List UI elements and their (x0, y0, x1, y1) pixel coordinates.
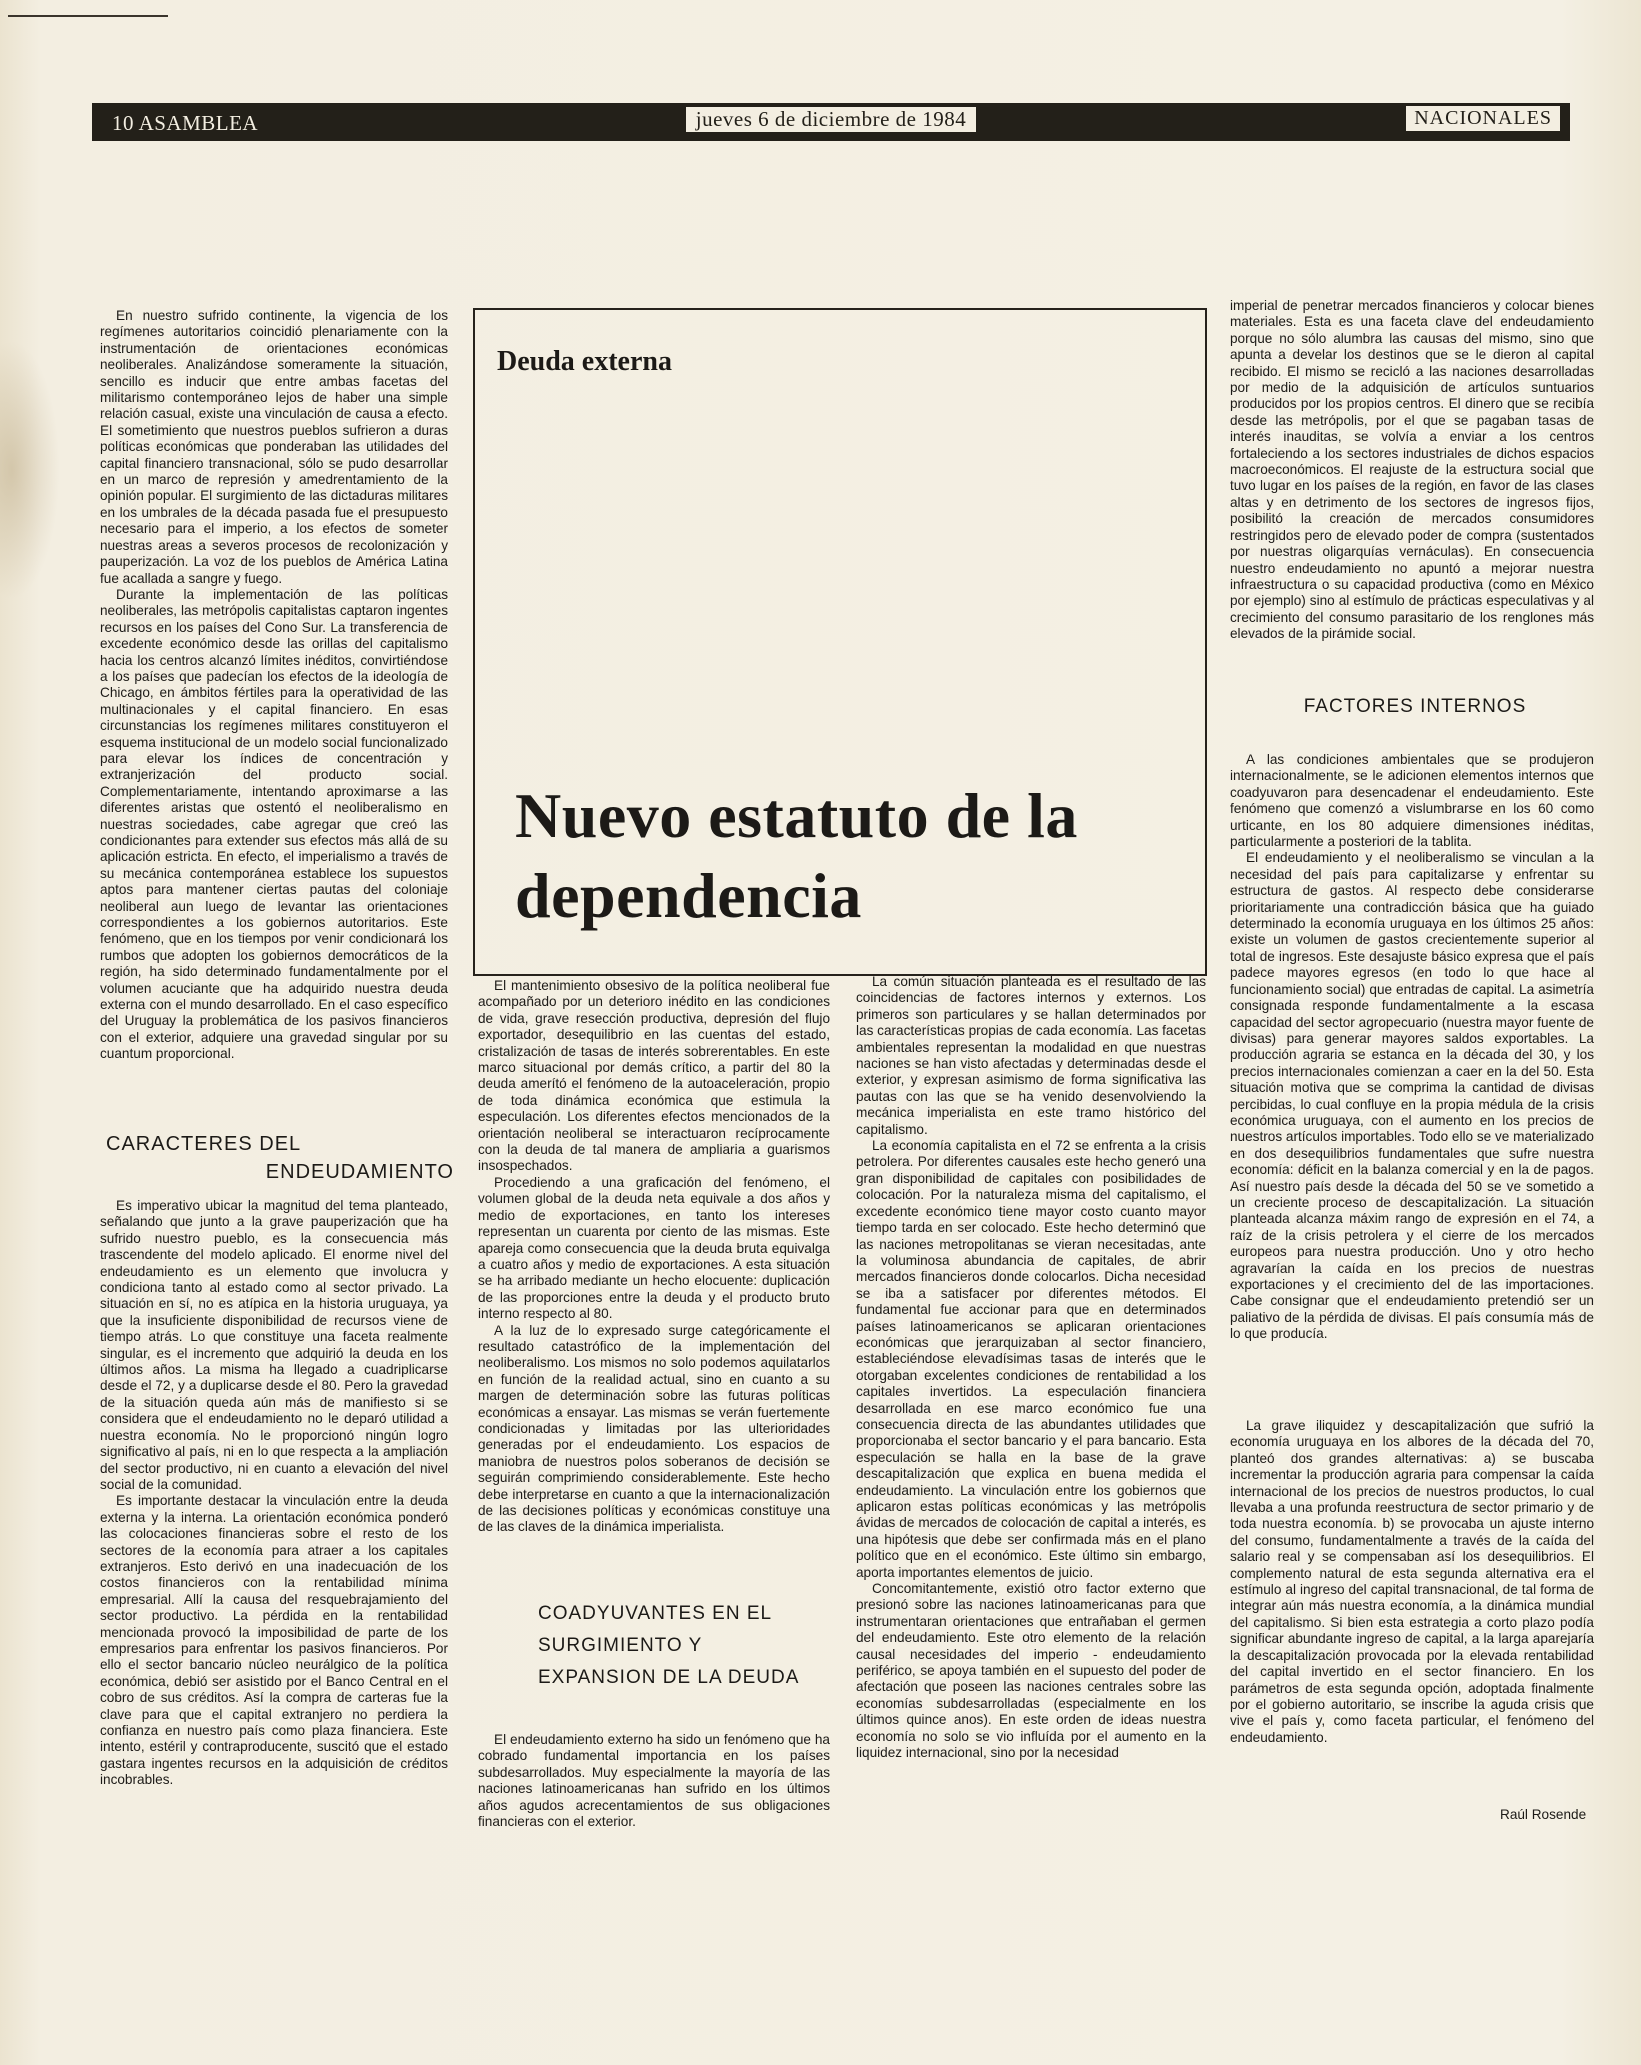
column-1-lower (100, 1198, 448, 1789)
headline: Nuevo estatuto de la dependencia (515, 780, 1078, 931)
paper-stain (0, 340, 60, 600)
kicker: Deuda externa (497, 346, 672, 377)
section-heading-caracteres: CARACTERES DEL ENDEUDAMIENTO (106, 1133, 454, 1183)
paragraph: El endeudamiento y el neoliberalismo se vinculan a la necesidad del país para capitalizarse y enfrentar su estructura de gastos. Al respecto debe considerarse prioritariamente una contradicción básica que ha guiado determinado la economía uruguaya en los últimos 25 años: existe un volumen de gastos crecientemente superior al total de ingresos. Este desajuste básico expresa que el país padece mayores egresos (en todo lo que hace al funcionamiento social) que entradas de capital. La asimetría consignada responde fundamentalmente a la escasa capacidad del sector agropecuario (nuestra mayor fuente de divisas) para generar mayores saldos exportables. La producción agraria se estanca en la década del 30, y los precios internacionales comienzan a caer en la del 50. Esta situación motiva que se comprima la cantidad de divisas percibidas, lo cual confluye en la propia médula de la crisis económica uruguaya, con el aumento en los precios de nuestros artículos importables. Todo ello se ve materializado en dos desequilibrios fundamentales que sufre nuestra economía: déficit en la balanza comercial y en la de pagos. Así nuestro país desde la década del 50 se ve sometido a un creciente proceso de descapitalización. La situación planteada alcanza máxim rango de expresión en el 74, a raíz de la crisis petrolera y el cierre de los mercados europeos para nuestra producción. Uno y otro hecho agravarían la caída en los precios de nuestras exportaciones y el crecimiento del de las importaciones. Cabe consignar que el endeudamiento pretendió ser un paliativo de la pérdida de divisas. El país consumía más de lo que producía. (1230, 850, 1594, 1342)
column-4 (1230, 298, 1594, 643)
paragraph: El mantenimiento obsesivo de la política neoliberal fue acompañado por un deterioro inédito en las condiciones de vida, grave resección productiva, depresión del flujo exportador, desequilibrio en las cuentas del estado, cristalización de tasas de interés sobrerentables. En este marco situacional por demás crítico, a partir del 80 la deuda amerító el fenómeno de la autoaceleración, propio de toda dinámica económica que estimula la especulación. Los diferentes efectos mencionados de la orientación neoliberal se interactuaron recíprocamente con la deuda de tal manera de ampliaria a guarismos insospechados. (478, 978, 830, 1174)
column-4-lower (1230, 1418, 1594, 1746)
column-4-middle (1230, 752, 1594, 1343)
paragraph: Es importante destacar la vinculación entre la deuda externa y la interna. La orientación económica ponderó las colocaciones financieras sobre el resto de los sectores de la economía para atraer a los capitales extranjeros. Esto derivó en una inadecuación de los costos financieros con la rentabilidad mínima empresarial. Allí la causa del resquebrajamiento del sector productivo. La pérdida en la rentabilidad mencionada provocó la imposibilidad de parte de los empresarios para enfrentar los pasivos financieros. Por ello el sector bancario núcleo neurálgico de la política económica, debió ser asistido por el Banco Central en el cobro de sus créditos. Así la compra de carteras fue la clave para que el capital extranjero no perdiera la confianza en nuestro país como plaza financiera. Este intento, estéril y contraproducente, suscitó que el estado gastara ingentes recursos en la adquisición de créditos incobrables. (100, 1493, 448, 1788)
paragraph: Concomitantemente, existió otro factor externo que presionó sobre las naciones latinoamericanas para que instrumentaran orientaciones que entrañaban el germen del endeudamiento. Este otro elemento de la relación causal necesidades del imperio - endeudamiento periférico, se apoya también en el supuesto del poder de afectación que poseen las naciones centrales sobre las economías subdesarrolladas (especialmente en los últimos quince anos). En este orden de ideas nuestra economía no solo se vio influída por el aumento en la liquidez internacional, sino por la necesidad (856, 1581, 1206, 1761)
paragraph: Durante la implementación de las políticas neoliberales, las metrópolis capitalistas captaron ingentes recursos en los países del Cono Sur. La transferencia de excedente económico desde las orillas del capitalismo hacia los centros alcanzó límites inéditos, convirtiéndose a los países que padecían los efectos de la ideología de Chicago, en ámbitos fértiles para la operatividad de las multinacionales y el capital financiero. En esas circunstancias los regímenes militares constituyeron el esquema institucional de un modelo social funcionalizado para elevar los índices de concentración y extranjerización del producto social. Complementariamente, intentando aproximarse a las diferentes aristas que ostentó el neoliberalismo en nuestras sociedades, cabe agregar que creó las condicionantes para extender sus efectos más allá de su aplicación estricta. En efecto, el imperialismo a través de su mecánica contemporánea establece los supuestos aptos para mantener ciertas pautas del coloniaje neoliberal aun luego de levantar las orientaciones correspondientes a los gobiernos autoritarios. Este fenómeno, que en los tiempos por venir condicionará los rumbos que adopten los gobiernos democráticos de la región, ha sido determinado fundamentalmente por el volumen acuciante que ha adquirido nuestra deuda externa con el mundo desarrollado. En el caso específico del Uruguay la problemática de los pasivos financieros con el exterior, adquiere una gravedad singular por su cuantum proporcional. (100, 586, 448, 1062)
paragraph: Es imperativo ubicar la magnitud del tema planteado, señalando que junto a la grave pauperización que ha sufrido nuestro pueblo, es la consecuencia más trascendente del modelo aplicado. El enorme nivel del endeudamiento es un elemento que involucra y condiciona tanto al estado como al sector privado. La situación en sí, no es atípica en la historia uruguaya, ya que la insuficiente disponibilidad de recursos viene de tiempo atrás. Lo que constituye una faceta realmente singular, es el incremento que adquirió la deuda en los últimos años. La misma ha llegado a cuadriplicarse desde el 72, y a duplicarse desde el 80. Pero la gravedad de la situación queda aún más de manifiesto si se considera que el endeudamiento no le deparó utilidad a nuestra economía. No le proporcionó ningún logro significativo al país, ni en lo que respecta a la ampliación del sector productivo, ni en cuanto a elevación del nivel social de la comunidad. (100, 1198, 448, 1492)
column-2-lower (478, 1732, 830, 1830)
section-heading-factores: FACTORES INTERNOS (1303, 696, 1527, 717)
paragraph: Procediendo a una graficación del fenómeno, el volumen global de la deuda neta equivale a dos años y medio de exportaciones, en tanto los intereses representan un cuarenta por ciento de las mismas. Este apareja como consecuencia que la deuda bruta equivalga a cuatro años y medio de exportaciones. A esta situación se ha arribado mediante un hecho elocuente: duplicación de las proporciones entre la deuda y el producto bruto interno respecto al 80. (478, 1174, 830, 1322)
paragraph: El endeudamiento externo ha sido un fenómeno que ha cobrado fundamental importancia en los países subdesarrollados. Muy especialmente la mayoría de las naciones latinoamericanas han sufrido en los últimos años agudos acrecentamientos de sus obligaciones financieras con el exterior. (478, 1732, 830, 1830)
feature-box (473, 308, 1207, 976)
paragraph: A la luz de lo expresado surge categóricamente el resultado catastrófico de la implementación del neoliberalismo. Los mismos no solo podemos aquilatarlos en función de la realidad actual, sino en cuanto a su margen de determinación sobre las futuras políticas económicas a ensayar. Las mismas se verán fuertemente condicionadas y limitadas por las ulterioridades generadas por el endeudamiento. Los espacios de maniobra de nuestros polos soberanos de decisión se seguirán comprimiendo considerablemente. Este hecho debe interpretarse en cuanto a que la internacionalización de las decisiones políticas y económicas constituye una de las claves de la dinámica imperialista. (478, 1322, 830, 1535)
page-section: 10 ASAMBLEA (112, 111, 259, 135)
paragraph: La común situación planteada es el resultado de las coincidencias de factores internos y externos. Los primeros son particulares y se hallan determinados por las características propias de cada economía. Las facetas ambientales representan la modalidad en que nuestras naciones se han visto afectadas y determinadas desde el exterior, y expresan asimismo de forma significativa las pautas con las que se ha venido desenvolviendo la mecánica imperialista en este tramo histórico del capitalismo. (856, 974, 1206, 1137)
paragraph: En nuestro sufrido continente, la vigencia de los regímenes autoritarios coincidió plenariamente con la instrumentación de orientaciones económicas neoliberales. Analizándose someramente la situación, sencillo es inducir que entre ambas facetas del militarismo contemporáneo lejos de haber una simple relación casual, existe una vinculación de causa a efecto. El sometimiento que nuestros pueblos sufrieron a duras políticas económicas que ponderaban las utilidades del capital financiero transnacional, sólo se pudo desarrollar en un marco de represión y amedrentamiento de la opinión popular. El surgimiento de las dictaduras militares en los umbrales de la década pasada fue el presupuesto necesario para el imperio, a los efectos de someter nuestras areas a severos procesos de recolonización y pauperización. La voz de los pueblos de América Latina fue acallada a sangre y fuego. (100, 308, 448, 586)
category-label: NACIONALES (1406, 106, 1560, 131)
paragraph: La grave iliquidez y descapitalización que sufrió la economía uruguaya en los albores de la década del 70, planteó dos grandes alternativas: a) se buscaba incrementar la producción agraria para compensar la caída internacional de los precios de nuestros productos, lo cual llevaba a una profunda reestructura de sector primario y de toda nuestra economía. b) se provocaba un ajuste interno del consumo, fundamentalmente a través de la caída del salario real y se compensaban así los desequilibrios. El complemento natural de esta segunda alternativa era el estímulo al ingreso del capital transnacional, de tal forma de integrar aún más nuestra economía, a la dinámica mundial del capitalismo. Si bien esta estrategia a corto plazo podía significar abundante ingreso de capital, a la larga aparejaría la descapitalización provocada por la elevada rentabilidad del capital invertido en el sector financiero. En los parámetros de esta segunda opción, adoptada finalmente por el gobierno autoritario, se inscribe la aguda crisis que vive el país y, como faceta particular, el fenómeno del endeudamiento. (1230, 1418, 1594, 1745)
column-1 (100, 308, 448, 1063)
paragraph: imperial de penetrar mercados financieros y colocar bienes materiales. Esta es una faceta clave del endeudamiento porque no sólo alumbra las causas del mismo, sino que apunta a develar los destinos que se le dieron al capital recibido. El mismo se recicló a las naciones desarrolladas por medio de la adquisición de artículos suntuarios producidos por los propios centros. El dinero que se recibía desde las metrópolis, por el que se pagaban tasas de interés inauditas, se volvía a enviar a los centros fortaleciendo a los sectores industriales de dichos espacios macroeconómicos. El reajuste de la estructura social que tuvo lugar en los países de la región, en favor de las clases altas y en detrimento de los sectores de ingresos fijos, posibilitó la creación de mercados consumidores restringidos pero de elevado poder de compra (sustentados por nuestras oligarquías vernáculas). En consecuencia nuestro endeudamiento no apuntó a mejorar nuestra infraestructura o su capacidad productiva (como en México por ejemplo) sino al estímulo de prácticas especulativas y al crecimiento del consumo parasitario de los renglones más elevados de la pirámide social. (1230, 298, 1594, 642)
column-3 (856, 974, 1206, 1762)
paragraph: La economía capitalista en el 72 se enfrenta a la crisis petrolera. Por diferentes causales este hecho generó una gran disponibilidad de capitales con posibilidades de colocación. Por la naturaleza misma del capitalismo, el excedente económico tiene mayor costo cuanto mayor tiempo tarda en ser colocado. Este hecho determinó que las naciones metropolitanas se vieran necesitadas, ante la voluminosa abundancia de capitales, de abrir mercados financieros donde colocarlos. Dicha necesidad se iba a satisfacer por diferentes métodos. El fundamental fue accionar para que en determinados países latinoamericanos se aplicaran orientaciones económicas que jerarquizaban al sector financiero, estableciéndose elevadísimas tasas de interés que le otorgaban excelentes condiciones de rentabilidad a los capitales invertidos. La especulación financiera desarrollada en ese marco económico fue una consecuencia directa de las abundantes utilidades que proporcionaba el sector bancario y el para bancario. Esta especulación se halla en la base de la grave descapitalización que explica en buena medida el endeudamiento. La vinculación entre los gobiernos que aplicaron estas políticas económicas y las metrópolis ávidas de mercados de colocación de capital a interés, es una hipótesis que debe ser confirmada más en el plano político que en el económico. Este último sin embargo, aporta importantes elementos de juicio. (856, 1138, 1206, 1580)
author-signature: Raúl Rosende (1500, 1807, 1587, 1822)
section-heading-coadyuvantes: COADYUVANTES EN EL SURGIMIENTO Y EXPANSION DE LA DEUDA (538, 1603, 800, 1688)
edge-mark (8, 15, 168, 17)
issue-date: jueves 6 de diciembre de 1984 (686, 107, 977, 132)
page-header (92, 103, 1570, 141)
paragraph: A las condiciones ambientales que se produjeron internacionalmente, se le adicionen elementos internos que coadyuvaron para desencadenar el endeudamiento. Este fenómeno que comenzó a vislumbrarse en los 60 como urticante, en los 80 adquiere dimensiones inéditas, particularmente a posteriori de la tablita. (1230, 752, 1594, 850)
column-2 (478, 978, 830, 1536)
